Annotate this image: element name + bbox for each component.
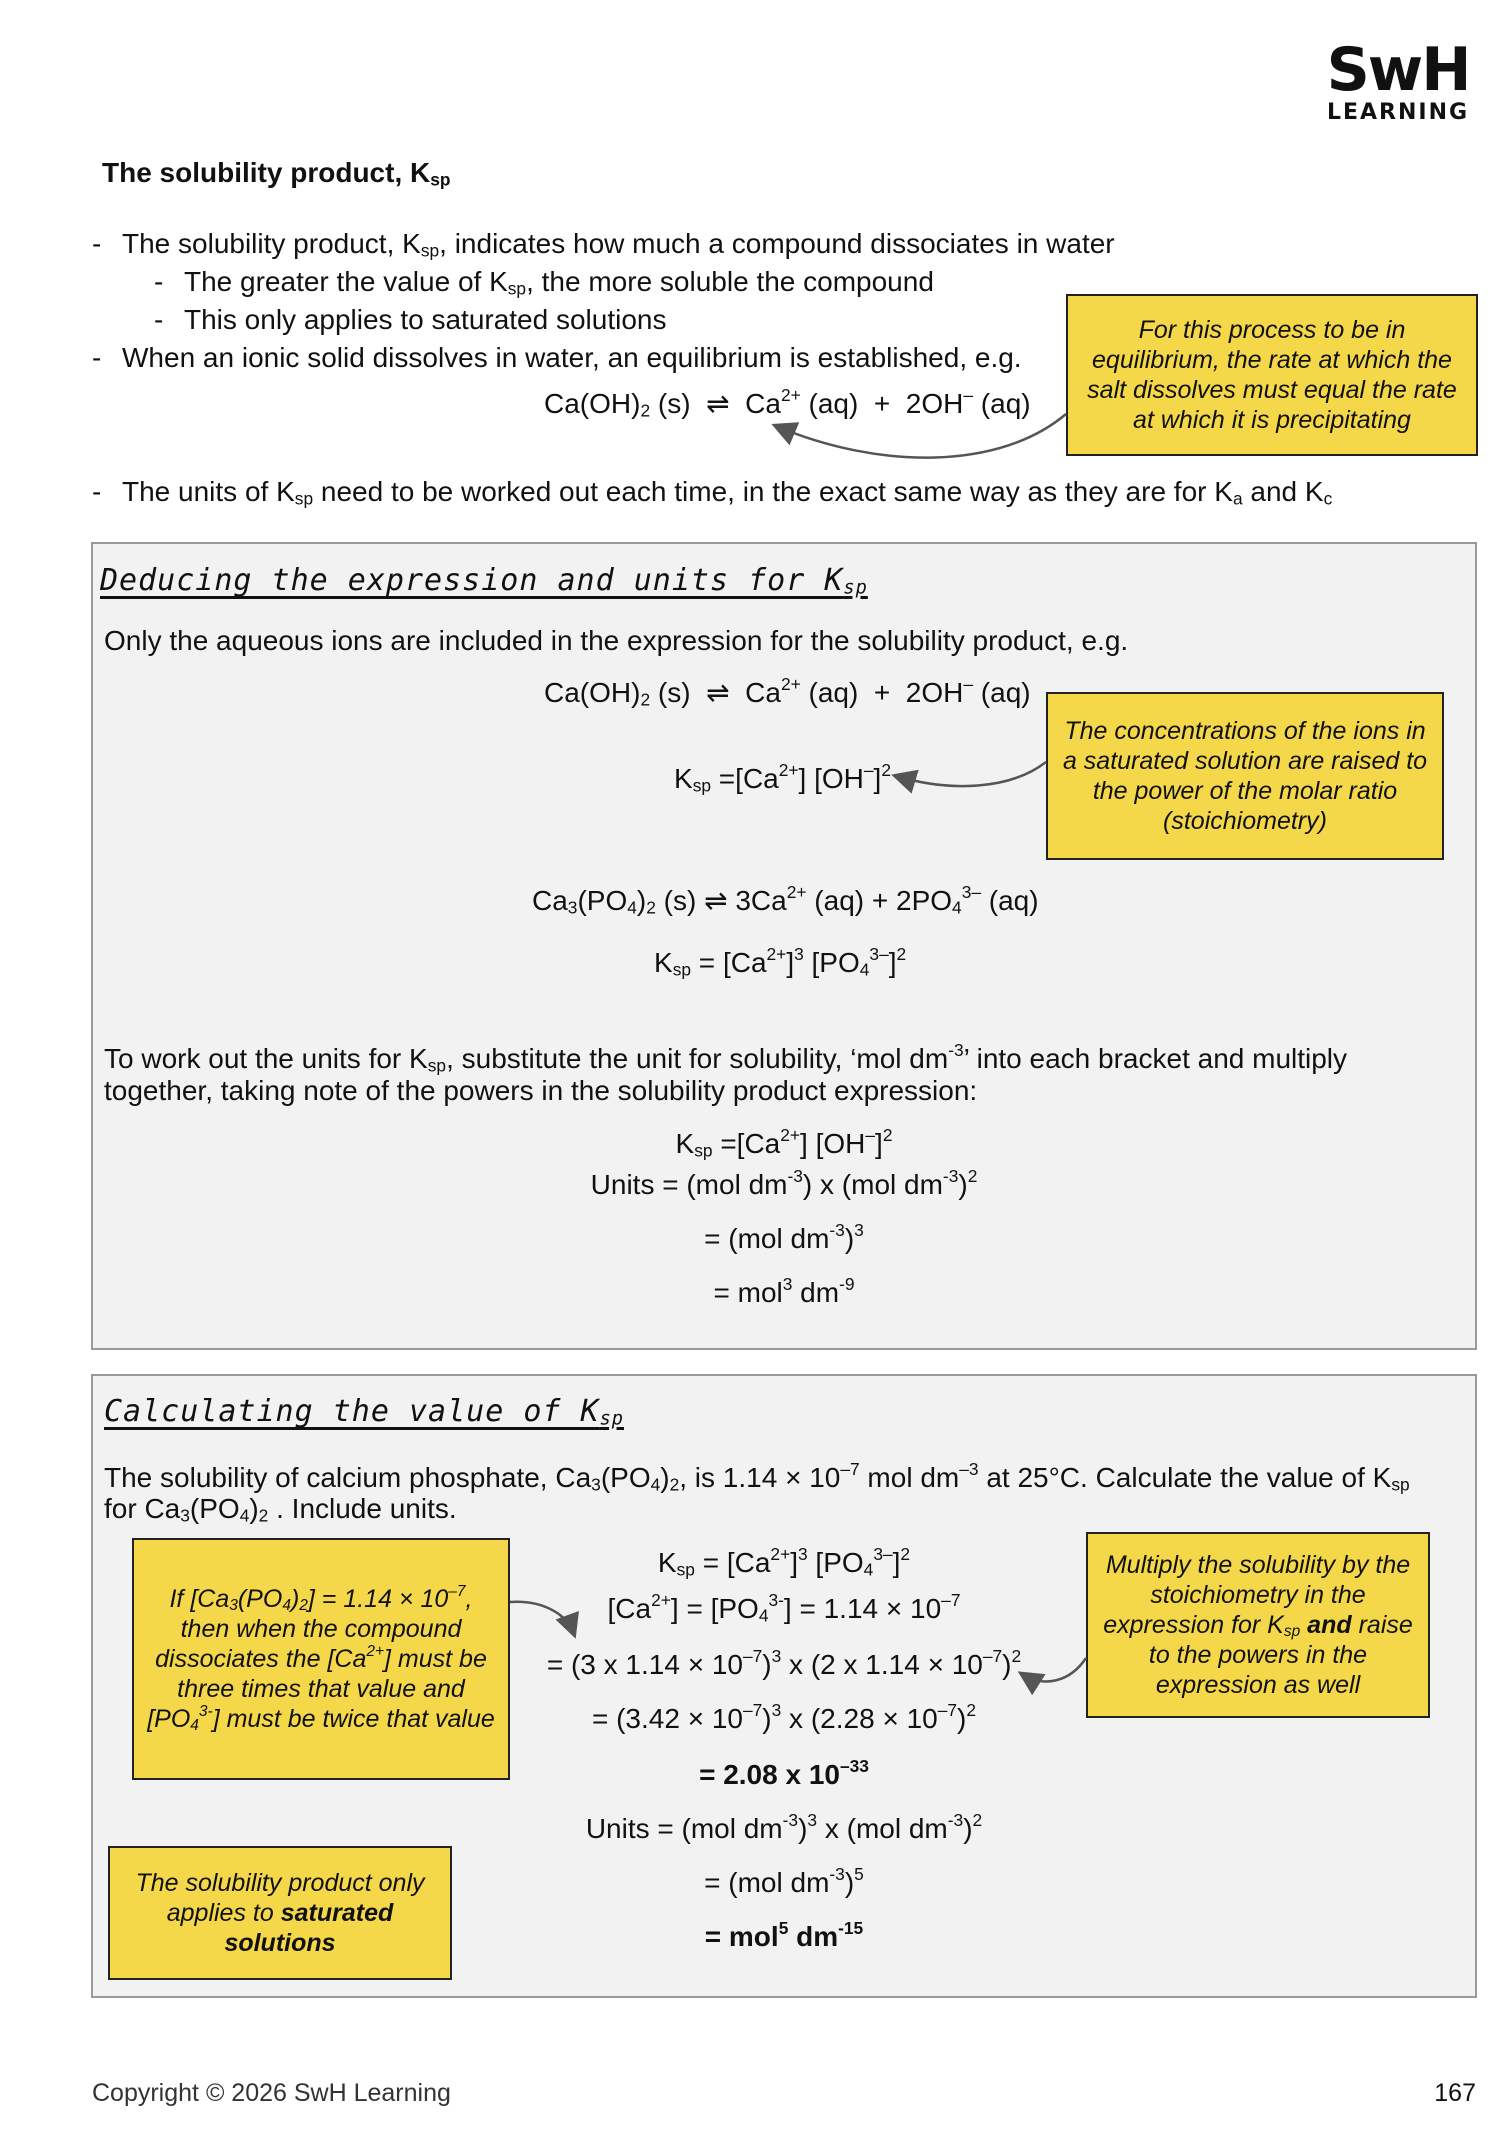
logo-subtext: LEARNING bbox=[1326, 100, 1470, 125]
calc-concentrations: $[Ca^{2+}] = [PO_4^{3-}] = 1.14 \times 10^{-7}$ bbox=[607, 1589, 961, 1626]
calc-substitution: = (3 x $1.14 \times 10^{-7})^3$ x (2 x $1.14 \times 10^{-7})^2$ bbox=[546, 1645, 1022, 1680]
bullet-dash: - bbox=[154, 266, 164, 297]
section1-intro: Only the aqueous ions are included in the expression for the solubility product, e.g. bbox=[104, 625, 1129, 656]
calc-units-line-2: = (mol $dm^{-3})^5$ bbox=[704, 1863, 864, 1898]
page-title: The solubility product, $K_{sp}$ bbox=[102, 157, 451, 190]
footer-copyright: Copyright © 2026 SwH Learning bbox=[92, 2079, 451, 2107]
units-line-1: Units = (mol $dm^{-3}$) x (mol $dm^{-3})^2$ bbox=[590, 1165, 978, 1200]
intro-bullet-1: The solubility product, $K_{sp}$, indicates how much a compound dissociates in water bbox=[122, 228, 1115, 261]
logo bbox=[1318, 35, 1478, 126]
note-equilibrium: For this process to be in equilibrium, the rate at which the salt dissolves must equal the rate at which it is precipitating bbox=[1066, 294, 1478, 456]
equation-caoh2-repeat: $Ca(OH)_2$ (s) ⇌ $Ca^{2+}$ (aq) + 2OH– (aq) bbox=[544, 673, 1031, 710]
equation-caoh2: $Ca(OH)_2$ (s) ⇌ $Ca^{2+}$ (aq) + 2OH– (aq) bbox=[544, 384, 1031, 421]
calc-result: = 2.08 x $10^{-33}$ bbox=[699, 1755, 869, 1790]
intro-bullet-1a: The greater the value of $K_{sp}$, the more soluble the compound bbox=[184, 266, 934, 299]
units-explanation-line1: To work out the units for $K_{sp}$, substitute the unit for solubility, ‘mol $dm^{-3}$’ into each bracket and multiply bbox=[104, 1039, 1348, 1076]
bullet-dash: - bbox=[92, 476, 102, 507]
units-line-2: = (mol $dm^{-3})^3$ bbox=[704, 1219, 864, 1254]
units-line-3: = mol$^3$ $dm^{-9}$ bbox=[713, 1273, 855, 1308]
note-saturated-only: The solubility product only applies to saturated solutions bbox=[108, 1846, 452, 1980]
note-dissociation: If $[Ca_3(PO_4)_2] = 1.14 \times 10^{-7}$, then when the compound dissociates the $[Ca^{2+}]$ must be three times that value and $[PO_4^{3-}]$ must be twice that value bbox=[132, 1538, 510, 1780]
intro-bullet-3: The units of $K_{sp}$ need to be worked out each time, in the exact same way as they are for $K_a$ and $K_c$ bbox=[122, 476, 1333, 509]
units-explanation-line2: together, taking note of the powers in the solubility product expression: bbox=[104, 1075, 978, 1106]
logo-text: SwH bbox=[1326, 35, 1470, 105]
ksp-expression-caoh2: $K_{sp} =[Ca^{2+}]$ $[OH^-]^2$ bbox=[674, 759, 891, 796]
section1-heading: Deducing the expression and units for $K_{sp}$ bbox=[100, 563, 868, 599]
bullet-dash: - bbox=[92, 342, 102, 373]
bullet-dash: - bbox=[92, 228, 102, 259]
calc-simplified: = $(3.42 \times 10^{-7})^3$ x $(2.28 \times 10^{-7})^2$ bbox=[591, 1699, 977, 1734]
page-number: 167 bbox=[1434, 2079, 1476, 2107]
question-line-1: The solubility of calcium phosphate, $Ca_3(PO_4)_2$, is $1.14 \times 10^{-7}$ mol $dm^{-3}$ at 25°C. Calculate the value of $K_{sp}$ bbox=[104, 1458, 1410, 1495]
units-ksp-expression: $K_{sp} =[Ca^{2+}]$ $[OH^-]^2$ bbox=[675, 1124, 893, 1161]
question-line-2: for $Ca_3(PO_4)_2$ . Include units. bbox=[104, 1493, 457, 1526]
equation-ca3po42: $Ca_3(PO_4)_2$ (s) ⇌ $3Ca^{2+}$ $(aq) + 2PO_4^{3-}$ (aq) bbox=[532, 881, 1039, 918]
calc-units-result: = mol$^5$ $dm^{-15}$ bbox=[704, 1917, 864, 1952]
intro-bullet-2: When an ionic solid dissolves in water, an equilibrium is established, e.g. bbox=[122, 342, 1022, 373]
note-multiply-stoichiometry: Multiply the solubility by the stoichiometry in the expression for $K_{sp}$ and raise to the powers in the expression as well bbox=[1086, 1532, 1430, 1718]
ksp-expression-ca3po42: $K_{sp} = [Ca^{2+}]^3$ $[PO_4^{3-}]^2$ bbox=[654, 943, 907, 980]
calc-units-line-1: Units = (mol $dm^{-3})^3$ x (mol $dm^{-3})^2$ bbox=[585, 1809, 983, 1844]
note-powers: The concentrations of the ions in a saturated solution are raised to the power of the molar ratio (stoichiometry) bbox=[1046, 692, 1444, 860]
bullet-dash: - bbox=[154, 304, 164, 335]
calc-ksp-expression: $K_{sp} = [Ca^{2+}]^3$ $[PO_4^{3-}]^2$ bbox=[657, 1543, 911, 1580]
intro-bullet-1b: This only applies to saturated solutions bbox=[184, 304, 667, 335]
section2-heading: Calculating the value of $K_{sp}$ bbox=[104, 1394, 624, 1430]
